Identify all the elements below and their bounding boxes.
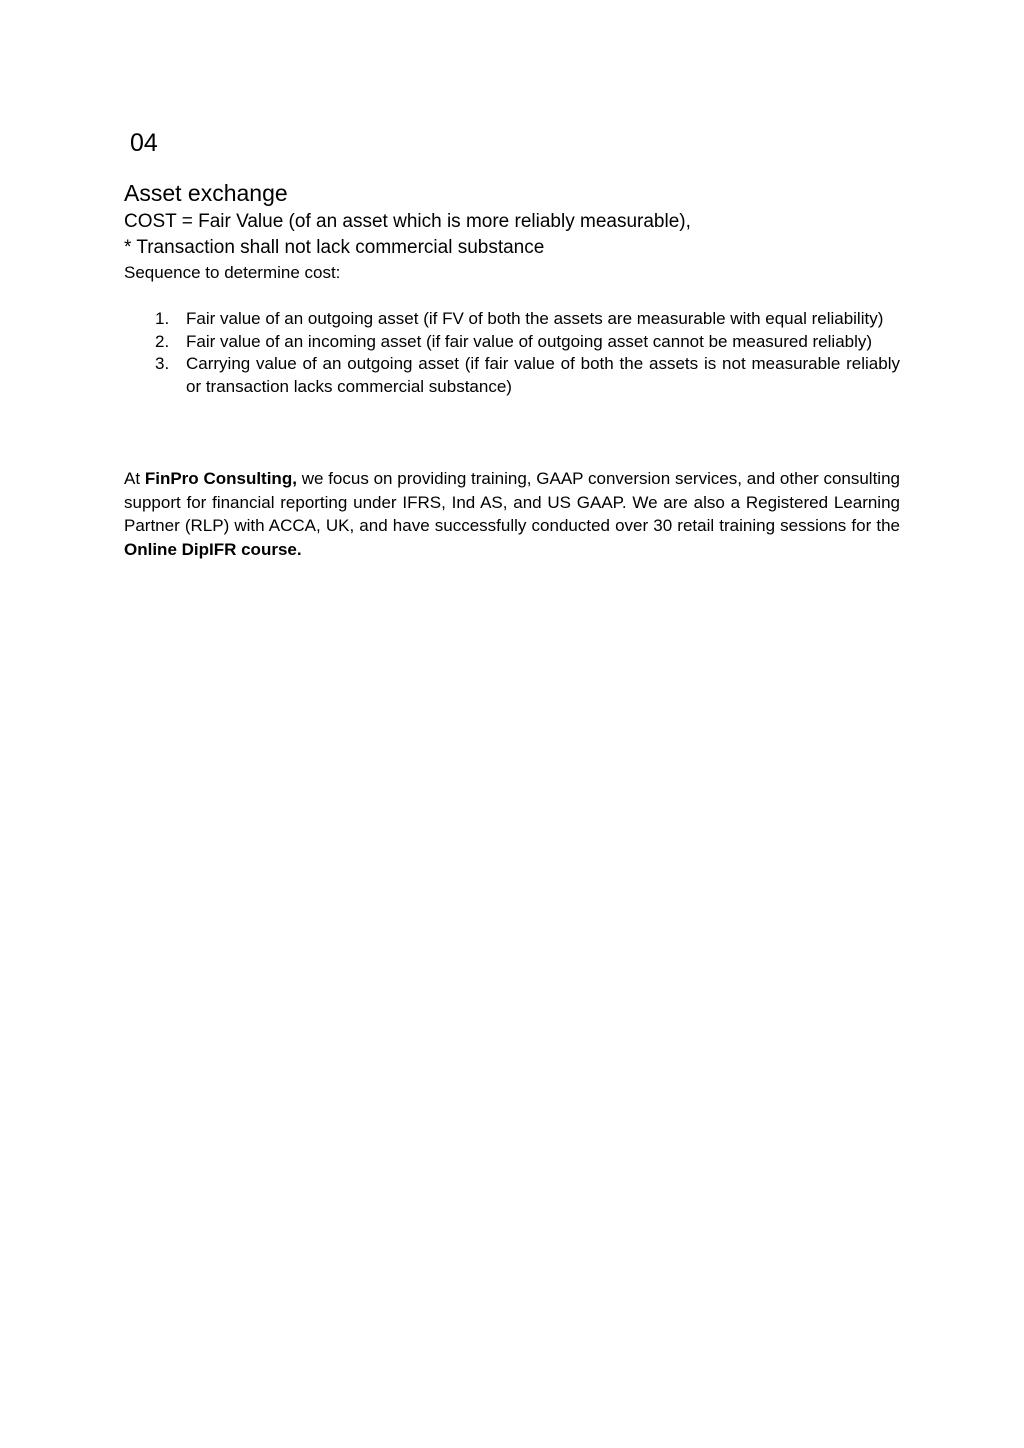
company-name: FinPro Consulting, <box>144 469 297 488</box>
list-item-number: 1. <box>155 309 170 328</box>
course-name: Online DipIFR course. <box>124 539 302 559</box>
promo-prefix: At <box>124 469 145 488</box>
list-item-text: Fair value of an outgoing asset (if FV of both the assets are measurable with equal reliability) <box>186 309 884 328</box>
sequence-heading: Sequence to determine cost: <box>124 263 341 282</box>
list-item <box>124 331 900 354</box>
commercial-substance-note: * Transaction shall not lack commercial substance <box>124 237 545 258</box>
list-item-text: Fair value of an incoming asset (if fair value of outgoing asset cannot be measured reliably) <box>186 331 873 351</box>
list-item-number: 2. <box>155 331 170 351</box>
list-item <box>124 353 900 398</box>
cost-definition: COST = Fair Value (of an asset which is more reliably measurable), <box>124 211 691 232</box>
page-number: 04 <box>130 129 158 157</box>
list-item-text: Carrying value of an outgoing asset (if fair value of both the assets is not measurable reliably or transaction lacks commercial substance) <box>186 354 900 397</box>
list-item <box>124 308 900 331</box>
promo-body: we focus on providing training, GAAP conversion services, and other consulting support for financial reporting under IFRS, Ind AS, and US GAAP. We are also a Registered Learning Partner (RLP) with ACCA, UK, and have successfully conducted over 30 retail training sessions for the <box>124 469 900 535</box>
promo-paragraph <box>124 467 900 561</box>
section-title: Asset exchange <box>124 180 288 206</box>
list-item-number: 3. <box>155 354 170 374</box>
cost-sequence-list <box>124 308 900 399</box>
